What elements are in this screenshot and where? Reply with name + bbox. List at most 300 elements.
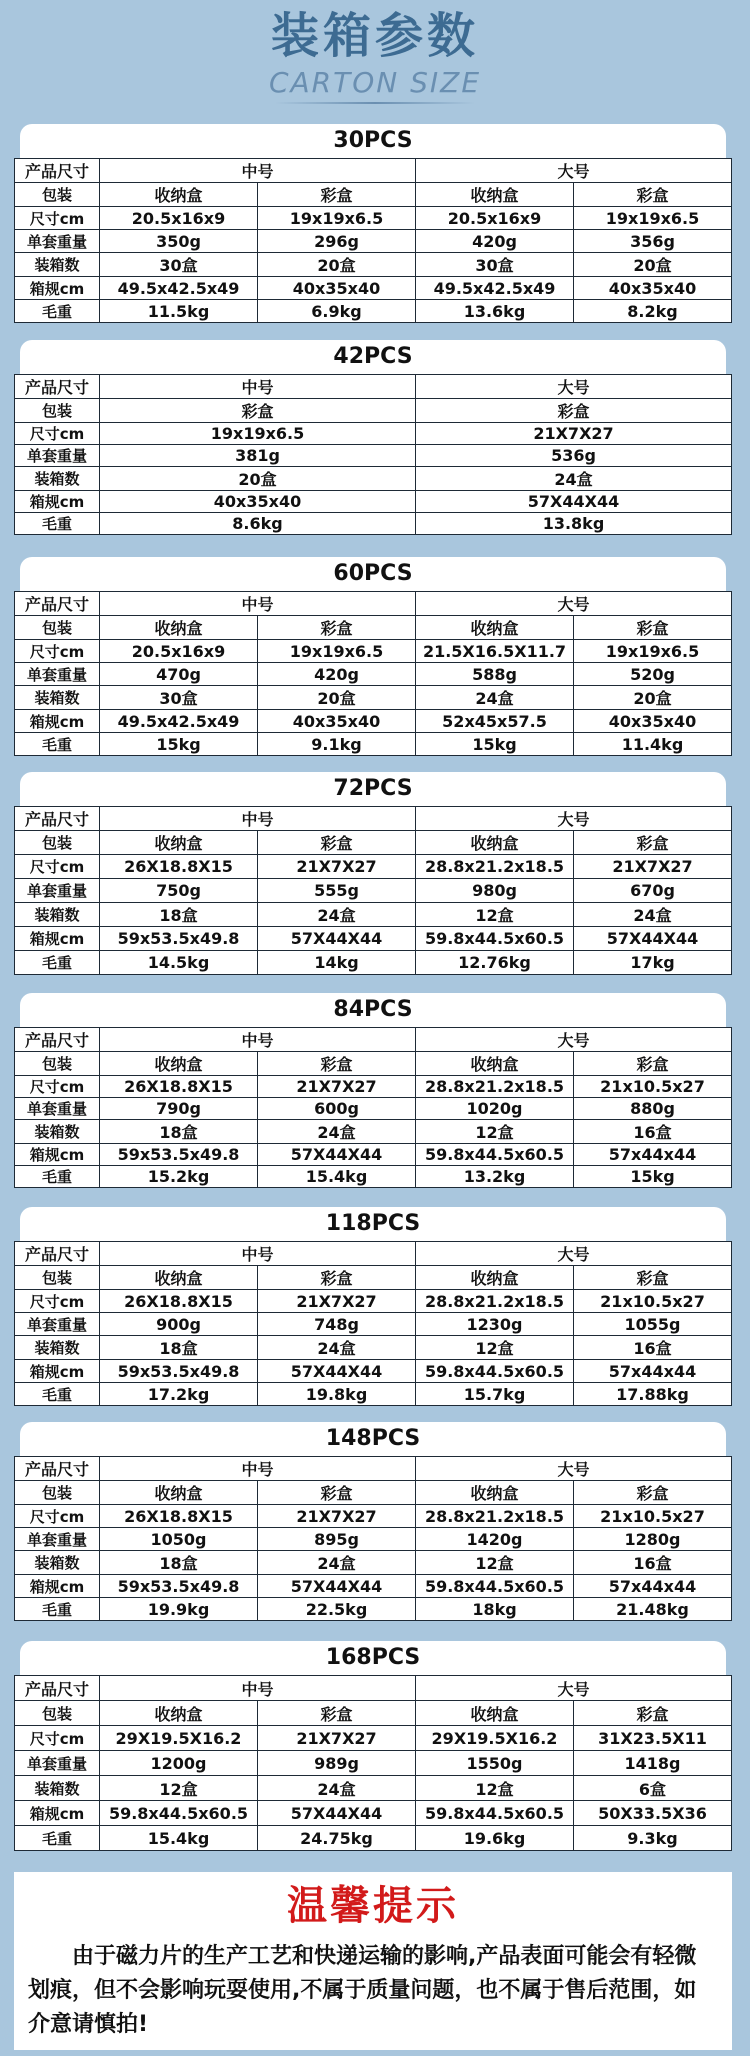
row-label: 尺寸cm: [15, 423, 100, 445]
row-label: 尺寸cm: [15, 1726, 100, 1751]
table-cell: 12.76kg: [416, 951, 574, 975]
table-row: [15, 1776, 732, 1801]
table-cell: 15.4kg: [258, 1166, 416, 1188]
row-label: 单套重量: [15, 663, 100, 686]
table-cell: 20.5x16x9: [100, 640, 258, 663]
table-cell: 彩盒: [258, 616, 416, 640]
table-cell: 13.8kg: [416, 513, 732, 535]
table-cell: 40x35x40: [100, 491, 416, 513]
table-cell: 49.5x42.5x49: [100, 277, 258, 300]
row-label: 毛重: [15, 1383, 100, 1406]
table-cell: 19x19x6.5: [258, 640, 416, 663]
table-cell: 19x19x6.5: [100, 423, 416, 445]
carton-section: [14, 124, 732, 323]
table-cell: 12盒: [416, 1336, 574, 1360]
table-cell: 收纳盒: [416, 1266, 574, 1290]
table-cell: 16盒: [574, 1120, 732, 1144]
table-cell: 59x53.5x49.8: [100, 1144, 258, 1166]
table-row: [15, 733, 732, 756]
table-row: [15, 1726, 732, 1751]
table-cell: 彩盒: [574, 831, 732, 855]
table-cell: 13.6kg: [416, 300, 574, 323]
table-cell: 9.1kg: [258, 733, 416, 756]
table-cell: 600g: [258, 1098, 416, 1120]
table-cell: 57X44X44: [258, 1144, 416, 1166]
table-row: [15, 1575, 732, 1598]
row-label: 毛重: [15, 1826, 100, 1851]
carton-section: [14, 1641, 732, 1851]
table-cell: 20盒: [574, 253, 732, 277]
table-row: [15, 513, 732, 535]
table-cell: 24盒: [258, 903, 416, 927]
table-cell: 26X18.8X15: [100, 1505, 258, 1528]
table-cell: 59.8x44.5x60.5: [416, 1801, 574, 1826]
table-cell: 21X7X27: [258, 1726, 416, 1751]
row-label: 毛重: [15, 513, 100, 535]
table-row: [15, 1290, 732, 1313]
row-label: 箱规cm: [15, 1575, 100, 1598]
table-cell: 1230g: [416, 1313, 574, 1336]
table-cell: 1550g: [416, 1751, 574, 1776]
row-label: 箱规cm: [15, 1144, 100, 1166]
table-cell: 18盒: [100, 903, 258, 927]
carton-table: [14, 374, 732, 535]
table-cell: 收纳盒: [416, 616, 574, 640]
table-cell: 21X7X27: [258, 1505, 416, 1528]
table-cell: 20盒: [100, 467, 416, 491]
table-cell: 收纳盒: [416, 1701, 574, 1726]
row-label: 装箱数: [15, 1336, 100, 1360]
table-cell: 19.9kg: [100, 1598, 258, 1621]
table-cell: 11.4kg: [574, 733, 732, 756]
table-cell: 15.7kg: [416, 1383, 574, 1406]
table-cell: 彩盒: [100, 399, 416, 423]
carton-table: [14, 158, 732, 323]
table-cell: 1418g: [574, 1751, 732, 1776]
size-header-large: 大号: [416, 807, 732, 831]
carton-table: [14, 591, 732, 756]
row-label: 箱规cm: [15, 1801, 100, 1826]
table-cell: 420g: [258, 663, 416, 686]
table-cell: 6盒: [574, 1776, 732, 1801]
table-cell: 50X33.5X36: [574, 1801, 732, 1826]
table-cell: 彩盒: [258, 831, 416, 855]
row-label: 包装: [15, 616, 100, 640]
table-cell: 彩盒: [258, 183, 416, 207]
section-title: 30PCS: [20, 124, 726, 158]
table-cell: 22.5kg: [258, 1598, 416, 1621]
row-label: 毛重: [15, 951, 100, 975]
table-row: [15, 207, 732, 230]
table-cell: 21X7X27: [258, 1290, 416, 1313]
table-row: [15, 1052, 732, 1076]
table-cell: 381g: [100, 445, 416, 467]
size-header-large: 大号: [416, 592, 732, 616]
table-row: [15, 1336, 732, 1360]
row-label: 包装: [15, 1481, 100, 1505]
carton-table: [14, 1456, 732, 1621]
row-label: 装箱数: [15, 1551, 100, 1575]
table-row: [15, 467, 732, 491]
table-cell: 555g: [258, 879, 416, 903]
row-label: 尺寸cm: [15, 855, 100, 879]
row-label: 毛重: [15, 300, 100, 323]
table-cell: 收纳盒: [100, 1266, 258, 1290]
table-row: [15, 1098, 732, 1120]
table-row: [15, 300, 732, 323]
table-cell: 790g: [100, 1098, 258, 1120]
row-label: 箱规cm: [15, 491, 100, 513]
table-cell: 彩盒: [258, 1481, 416, 1505]
table-cell: 8.6kg: [100, 513, 416, 535]
table-cell: 40x35x40: [258, 710, 416, 733]
carton-table: [14, 1241, 732, 1406]
size-header-large: 大号: [416, 1457, 732, 1481]
table-cell: 26X18.8X15: [100, 1076, 258, 1098]
row-label: 单套重量: [15, 230, 100, 253]
page-title: 装箱参数: [270, 8, 479, 64]
row-label: 产品尺寸: [15, 159, 100, 183]
table-cell: 彩盒: [258, 1052, 416, 1076]
table-cell: 30盒: [416, 253, 574, 277]
table-cell: 12盒: [416, 1120, 574, 1144]
row-label: 包装: [15, 1266, 100, 1290]
section-title: 84PCS: [20, 993, 726, 1027]
table-cell: 350g: [100, 230, 258, 253]
row-label: 尺寸cm: [15, 640, 100, 663]
table-cell: 17.88kg: [574, 1383, 732, 1406]
table-row: [15, 951, 732, 975]
row-label: 尺寸cm: [15, 1290, 100, 1313]
table-cell: 12盒: [100, 1776, 258, 1801]
size-header-large: 大号: [416, 159, 732, 183]
table-row: [15, 423, 732, 445]
table-cell: 16盒: [574, 1551, 732, 1575]
table-row: [15, 831, 732, 855]
carton-section: [14, 340, 732, 535]
table-cell: 20.5x16x9: [416, 207, 574, 230]
table-cell: 59x53.5x49.8: [100, 1575, 258, 1598]
table-cell: 1050g: [100, 1528, 258, 1551]
carton-table: [14, 1027, 732, 1188]
table-cell: 59.8x44.5x60.5: [416, 1144, 574, 1166]
table-cell: 57X44X44: [574, 927, 732, 951]
table-row: [15, 855, 732, 879]
table-row: [15, 1528, 732, 1551]
table-cell: 1020g: [416, 1098, 574, 1120]
table-row: [15, 686, 732, 710]
table-row: [15, 1313, 732, 1336]
table-cell: 收纳盒: [100, 1481, 258, 1505]
table-row: [15, 1266, 732, 1290]
table-row: [15, 640, 732, 663]
table-cell: 24盒: [258, 1776, 416, 1801]
row-label: 包装: [15, 399, 100, 423]
table-cell: 18盒: [100, 1551, 258, 1575]
carton-table: [14, 806, 732, 975]
table-row: [15, 1166, 732, 1188]
table-row: [15, 710, 732, 733]
table-cell: 16盒: [574, 1336, 732, 1360]
table-cell: 彩盒: [574, 616, 732, 640]
table-cell: 20盒: [258, 253, 416, 277]
table-cell: 14kg: [258, 951, 416, 975]
row-label: 箱规cm: [15, 927, 100, 951]
row-label: 单套重量: [15, 1313, 100, 1336]
size-header-medium: 中号: [100, 1457, 416, 1481]
table-row: [15, 491, 732, 513]
table-cell: 21x10.5x27: [574, 1290, 732, 1313]
section-title: 168PCS: [20, 1641, 726, 1675]
table-cell: 28.8x21.2x18.5: [416, 855, 574, 879]
size-header-large: 大号: [416, 1028, 732, 1052]
row-label: 尺寸cm: [15, 207, 100, 230]
table-cell: 40x35x40: [258, 277, 416, 300]
row-label: 产品尺寸: [15, 1028, 100, 1052]
size-header-large: 大号: [416, 1676, 732, 1701]
row-label: 毛重: [15, 1166, 100, 1188]
row-label: 产品尺寸: [15, 1242, 100, 1266]
carton-section: [14, 993, 732, 1188]
table-cell: 57X44X44: [416, 491, 732, 513]
table-row: [15, 1701, 732, 1726]
row-label: 包装: [15, 1052, 100, 1076]
table-cell: 21x10.5x27: [574, 1505, 732, 1528]
table-row: [15, 616, 732, 640]
table-row: [15, 1598, 732, 1621]
table-cell: 21.48kg: [574, 1598, 732, 1621]
table-cell: 28.8x21.2x18.5: [416, 1076, 574, 1098]
notice-body: 由于磁力片的生产工艺和快递运输的影响,产品表面可能会有轻微划痕，但不会影响玩耍使用,不属于质量问题，也不属于售后范围，如介意请慎拍!: [28, 1944, 697, 2037]
table-cell: 21X7X27: [258, 1076, 416, 1098]
size-header-medium: 中号: [100, 1676, 416, 1701]
table-cell: 59.8x44.5x60.5: [416, 1360, 574, 1383]
table-cell: 20盒: [258, 686, 416, 710]
row-label: 装箱数: [15, 686, 100, 710]
table-cell: 24盒: [416, 467, 732, 491]
size-header-medium: 中号: [100, 159, 416, 183]
table-row: [15, 1360, 732, 1383]
table-row: [15, 1481, 732, 1505]
table-cell: 彩盒: [416, 399, 732, 423]
table-cell: 15kg: [416, 733, 574, 756]
table-cell: 9.3kg: [574, 1826, 732, 1851]
carton-section: [14, 557, 732, 756]
table-cell: 19x19x6.5: [258, 207, 416, 230]
table-cell: 21x10.5x27: [574, 1076, 732, 1098]
table-cell: 296g: [258, 230, 416, 253]
row-label: 单套重量: [15, 879, 100, 903]
row-label: 装箱数: [15, 467, 100, 491]
table-cell: 40x35x40: [574, 277, 732, 300]
table-cell: 1280g: [574, 1528, 732, 1551]
row-label: 装箱数: [15, 903, 100, 927]
row-label: 装箱数: [15, 1120, 100, 1144]
table-cell: 彩盒: [574, 1701, 732, 1726]
table-cell: 880g: [574, 1098, 732, 1120]
table-cell: 收纳盒: [100, 1701, 258, 1726]
table-cell: 356g: [574, 230, 732, 253]
table-row: [15, 1801, 732, 1826]
table-cell: 520g: [574, 663, 732, 686]
table-row: [15, 663, 732, 686]
row-label: 产品尺寸: [15, 807, 100, 831]
row-label: 单套重量: [15, 1751, 100, 1776]
row-label: 毛重: [15, 1598, 100, 1621]
table-cell: 748g: [258, 1313, 416, 1336]
table-cell: 21X7X27: [574, 855, 732, 879]
carton-section: [14, 1422, 732, 1621]
row-label: 尺寸cm: [15, 1076, 100, 1098]
table-cell: 59.8x44.5x60.5: [416, 927, 574, 951]
table-row: [15, 277, 732, 300]
table-cell: 24盒: [258, 1551, 416, 1575]
row-label: 尺寸cm: [15, 1505, 100, 1528]
row-label: 产品尺寸: [15, 1457, 100, 1481]
table-cell: 收纳盒: [416, 1052, 574, 1076]
row-label: 箱规cm: [15, 277, 100, 300]
table-row: [15, 927, 732, 951]
row-label: 装箱数: [15, 253, 100, 277]
table-cell: 40x35x40: [574, 710, 732, 733]
table-cell: 19x19x6.5: [574, 207, 732, 230]
table-cell: 11.5kg: [100, 300, 258, 323]
table-row: [15, 445, 732, 467]
row-label: 装箱数: [15, 1776, 100, 1801]
size-header-medium: 中号: [100, 375, 416, 399]
table-cell: 收纳盒: [100, 616, 258, 640]
section-title: 60PCS: [20, 557, 726, 591]
section-title: 42PCS: [20, 340, 726, 374]
table-cell: 收纳盒: [416, 1481, 574, 1505]
table-cell: 17.2kg: [100, 1383, 258, 1406]
table-cell: 15kg: [100, 733, 258, 756]
table-cell: 26X18.8X15: [100, 1290, 258, 1313]
table-cell: 31X23.5X11: [574, 1726, 732, 1751]
table-cell: 52x45x57.5: [416, 710, 574, 733]
table-cell: 57X44X44: [258, 1801, 416, 1826]
table-cell: 14.5kg: [100, 951, 258, 975]
row-label: 产品尺寸: [15, 375, 100, 399]
table-row: [15, 399, 732, 423]
table-cell: 15.4kg: [100, 1826, 258, 1851]
row-label: 包装: [15, 831, 100, 855]
table-cell: 收纳盒: [100, 1052, 258, 1076]
size-header-large: 大号: [416, 375, 732, 399]
row-label: 包装: [15, 1701, 100, 1726]
table-cell: 24盒: [258, 1336, 416, 1360]
table-cell: 彩盒: [258, 1701, 416, 1726]
table-cell: 收纳盒: [416, 831, 574, 855]
table-cell: 24盒: [574, 903, 732, 927]
table-cell: 57x44x44: [574, 1575, 732, 1598]
table-cell: 1055g: [574, 1313, 732, 1336]
table-cell: 420g: [416, 230, 574, 253]
table-row: [15, 1826, 732, 1851]
page-header: [0, 0, 750, 118]
table-cell: 17kg: [574, 951, 732, 975]
table-cell: 彩盒: [258, 1266, 416, 1290]
table-cell: 19.6kg: [416, 1826, 574, 1851]
table-cell: 18盒: [100, 1336, 258, 1360]
table-cell: 28.8x21.2x18.5: [416, 1290, 574, 1313]
table-row: [15, 1144, 732, 1166]
table-cell: 29X19.5X16.2: [100, 1726, 258, 1751]
table-cell: 21X7X27: [416, 423, 732, 445]
title-divider: [275, 102, 475, 104]
table-cell: 30盒: [100, 253, 258, 277]
section-title: 118PCS: [20, 1207, 726, 1241]
table-row: [15, 879, 732, 903]
section-title: 72PCS: [20, 772, 726, 806]
table-cell: 20盒: [574, 686, 732, 710]
table-cell: 59.8x44.5x60.5: [100, 1801, 258, 1826]
notice-box: [14, 1872, 732, 2050]
table-cell: 895g: [258, 1528, 416, 1551]
table-cell: 670g: [574, 879, 732, 903]
row-label: 包装: [15, 183, 100, 207]
table-row: [15, 183, 732, 207]
table-row: [15, 230, 732, 253]
table-row: [15, 1751, 732, 1776]
table-cell: 12盒: [416, 1551, 574, 1575]
table-cell: 24盒: [416, 686, 574, 710]
table-cell: 750g: [100, 879, 258, 903]
row-label: 箱规cm: [15, 710, 100, 733]
table-cell: 12盒: [416, 1776, 574, 1801]
table-cell: 12盒: [416, 903, 574, 927]
table-cell: 49.5x42.5x49: [100, 710, 258, 733]
table-cell: 536g: [416, 445, 732, 467]
table-cell: 21X7X27: [258, 855, 416, 879]
size-header-medium: 中号: [100, 807, 416, 831]
row-label: 单套重量: [15, 1528, 100, 1551]
table-cell: 21.5X16.5X11.7: [416, 640, 574, 663]
table-row: [15, 1383, 732, 1406]
size-header-medium: 中号: [100, 1242, 416, 1266]
table-cell: 1420g: [416, 1528, 574, 1551]
table-row: [15, 903, 732, 927]
table-cell: 588g: [416, 663, 574, 686]
section-title: 148PCS: [20, 1422, 726, 1456]
table-cell: 彩盒: [574, 183, 732, 207]
table-cell: 19x19x6.5: [574, 640, 732, 663]
size-header-medium: 中号: [100, 1028, 416, 1052]
table-cell: 13.2kg: [416, 1166, 574, 1188]
table-row: [15, 1076, 732, 1098]
table-cell: 59x53.5x49.8: [100, 927, 258, 951]
row-label: 产品尺寸: [15, 592, 100, 616]
table-cell: 8.2kg: [574, 300, 732, 323]
size-header-medium: 中号: [100, 592, 416, 616]
table-cell: 57X44X44: [258, 1360, 416, 1383]
table-cell: 1200g: [100, 1751, 258, 1776]
table-cell: 收纳盒: [100, 831, 258, 855]
table-cell: 470g: [100, 663, 258, 686]
row-label: 毛重: [15, 733, 100, 756]
table-cell: 收纳盒: [100, 183, 258, 207]
table-cell: 15kg: [574, 1166, 732, 1188]
table-cell: 57X44X44: [258, 927, 416, 951]
table-cell: 30盒: [100, 686, 258, 710]
table-cell: 57X44X44: [258, 1575, 416, 1598]
table-cell: 18盒: [100, 1120, 258, 1144]
table-cell: 57x44x44: [574, 1360, 732, 1383]
row-label: 箱规cm: [15, 1360, 100, 1383]
table-cell: 980g: [416, 879, 574, 903]
table-cell: 收纳盒: [416, 183, 574, 207]
row-label: 单套重量: [15, 1098, 100, 1120]
